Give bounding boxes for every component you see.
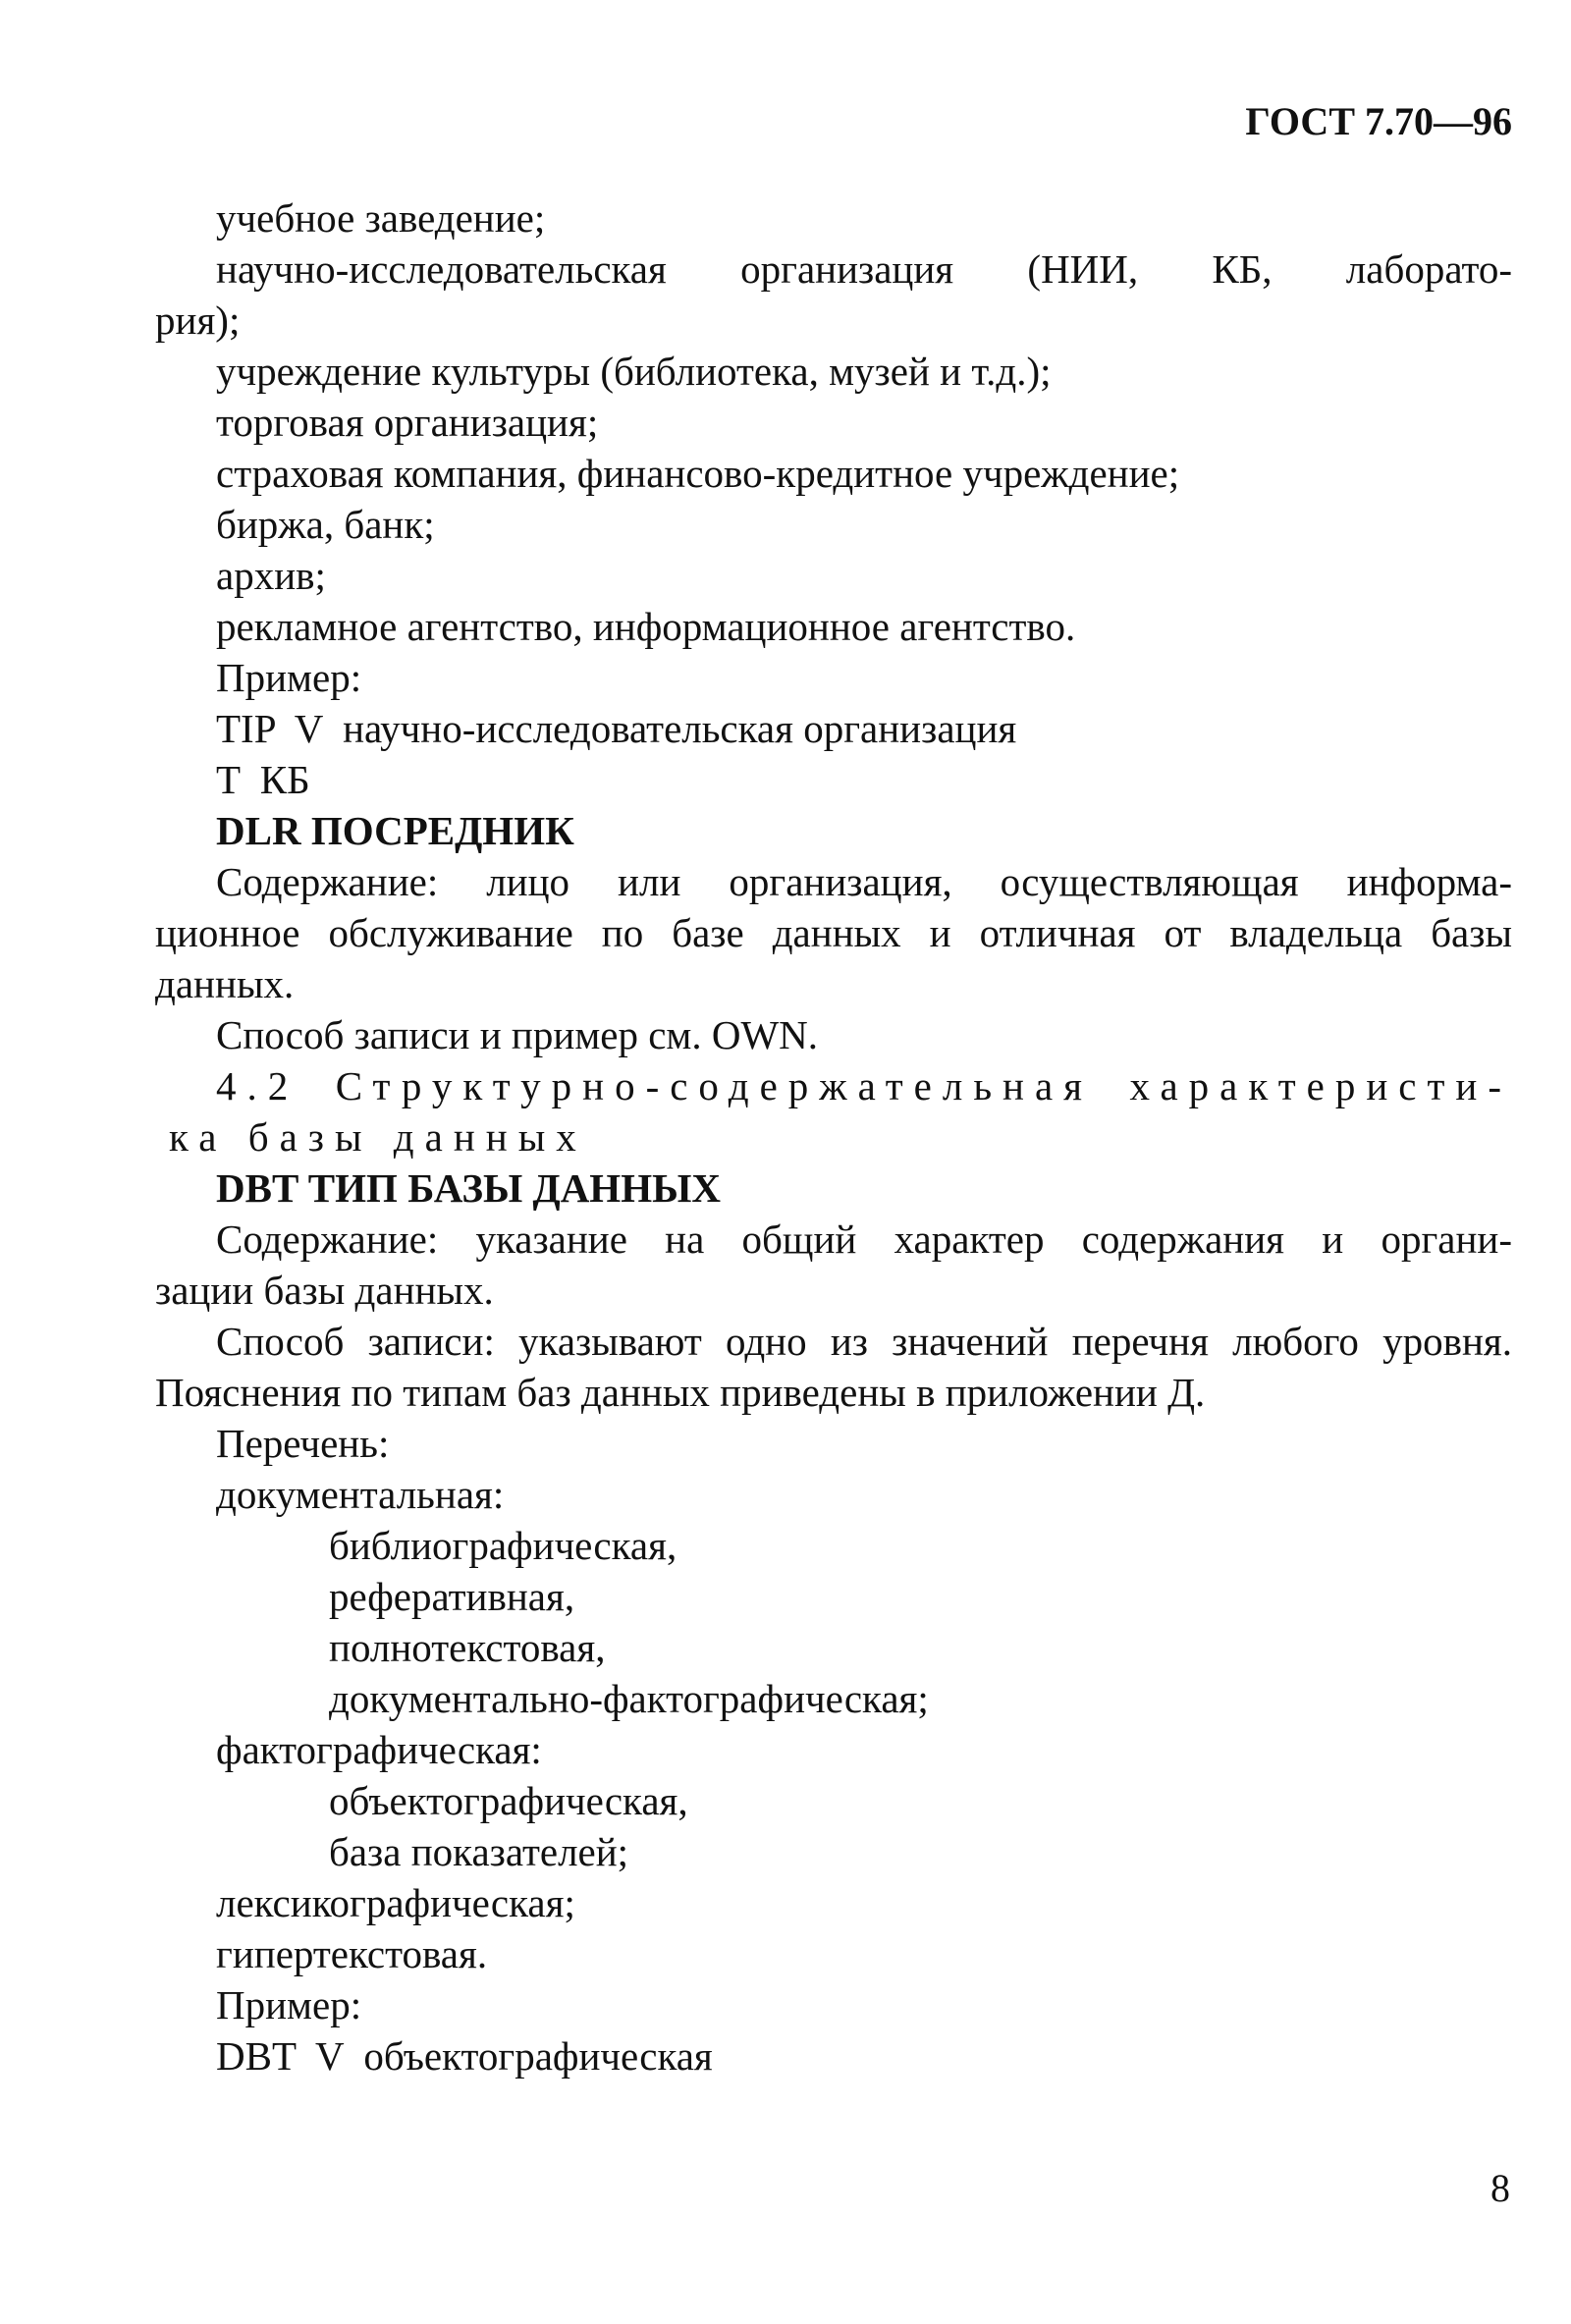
list-item: учебное заведение; — [216, 195, 546, 241]
list-item-level2: объектографическая, — [329, 1778, 688, 1823]
list-item-level1: документальная: — [216, 1472, 505, 1517]
dbt-heading: DBT ТИП БАЗЫ ДАННЫХ — [216, 1165, 721, 1211]
example-line: TIP V научно-исследовательская организация — [216, 706, 1017, 751]
page-number: 8 — [1490, 2166, 1510, 2210]
list-item: биржа, банк; — [216, 502, 435, 547]
dlr-content-line: ционное обслуживание по базе данных и отличная от владельца базы — [155, 910, 1512, 955]
section-heading: 4.2 Структурно-содержательная характеристи- — [216, 1063, 1512, 1108]
dbt-content-line: Содержание: указание на общий характер содержания и органи- — [216, 1216, 1512, 1262]
list-item-level2: база показателей; — [329, 1829, 629, 1874]
list-label: Перечень: — [216, 1421, 390, 1466]
list-item-level2: полнотекстовая, — [329, 1625, 606, 1670]
example-label: Пример: — [216, 1982, 362, 2027]
example-line: DBT V объектографическая — [216, 2033, 713, 2079]
dbt-method-line: Способ записи: указывают одно из значений перечня любого уровня. — [216, 1319, 1512, 1364]
dbt-method-line: Пояснения по типам баз данных приведены в приложении Д. — [155, 1370, 1206, 1415]
list-item-level2: реферативная, — [329, 1574, 575, 1619]
dlr-content-line: Содержание: лицо или организация, осуществляющая информа- — [216, 859, 1512, 904]
list-item: торговая организация; — [216, 400, 599, 445]
example-label: Пример: — [216, 655, 362, 700]
list-item: страховая компания, финансово-кредитное учреждение; — [216, 451, 1180, 496]
list-item: учреждение культуры (библиотека, музей и т.д.); — [216, 349, 1052, 394]
list-item: архив; — [216, 553, 326, 598]
list-item-level2: документально-фактографическая; — [329, 1676, 929, 1721]
list-item-level1: гипертекстовая. — [216, 1931, 488, 1976]
section-heading-continuation: ка базы данных — [169, 1114, 587, 1160]
list-item-continuation: рия); — [155, 297, 241, 343]
dlr-method: Способ записи и пример см. OWN. — [216, 1012, 819, 1057]
list-item: научно-исследовательская организация (НИИ, КБ, лаборато- — [216, 246, 1512, 292]
list-item: рекламное агентство, информационное агентство. — [216, 604, 1076, 649]
dbt-content-line: зации базы данных. — [155, 1268, 494, 1313]
list-item-level1: фактографическая: — [216, 1727, 542, 1772]
dlr-content-line: данных. — [155, 961, 295, 1006]
example-line: T КБ — [216, 757, 310, 802]
document-code-header: ГОСТ 7.70—96 — [1245, 99, 1512, 143]
dlr-heading: DLR ПОСРЕДНИК — [216, 808, 574, 853]
list-item-level2: библиографическая, — [329, 1523, 677, 1568]
list-item-level1: лексикографическая; — [216, 1880, 575, 1925]
